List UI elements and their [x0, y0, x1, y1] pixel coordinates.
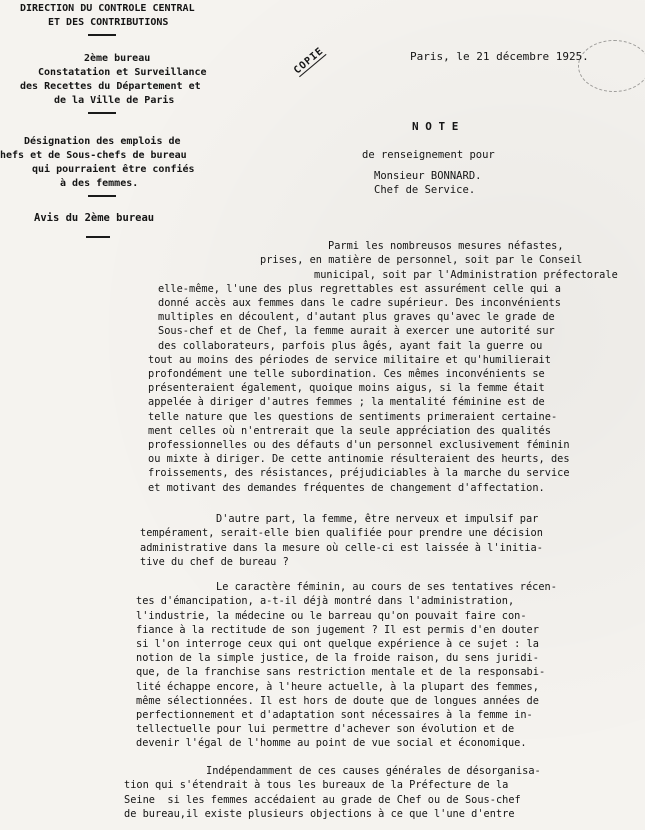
p2-line: tempérament, serait-elle bien qualifiée pour prendre une décision [140, 527, 543, 540]
p3-line: tes d'émancipation, a-t-il déjà montré dans l'administration, [136, 595, 515, 608]
p1-line: ment celles où n'entrerait que la seule appréciation des qualités [148, 424, 551, 437]
bureau-line-2: Constatation et Surveillance [38, 67, 207, 78]
designation-line-4: à des femmes. [60, 178, 139, 189]
bureau-num: 2ème [84, 53, 109, 64]
header-direction: DIRECTION DU CONTROLE CENTRAL [20, 3, 195, 14]
p4-line: Indépendamment de ces causes générales de désorganisa- [206, 765, 541, 778]
p4-line: de bureau,il existe plusieurs objections à ce que l'une d'entre [124, 807, 515, 820]
header-rule [88, 34, 116, 36]
p2-line: tive du chef de bureau ? [140, 555, 289, 568]
p1-line: Parmi les nombreusos mesures néfastes, [328, 240, 564, 253]
p4-line: Seine si les femmes accédaient au grade de Chef ou de Sous-chef [124, 793, 521, 806]
bureau-line-3: des Recettes du Département et [20, 81, 201, 92]
p2-line: D'autre part, la femme, être nerveux et impulsif par [216, 513, 539, 526]
date-line: Paris, le 21 décembre 1925. [410, 50, 589, 63]
p3-line: même sélectionnées. Il est hors de doute que de longues années de [136, 694, 539, 707]
p1-line: des collaborateurs, parfois plus âgés, ayant fait la guerre ou [158, 339, 543, 352]
bureau-rule [88, 112, 116, 114]
p1-line: multiples en découlent, d'autant plus graves qu'avec le grade de [158, 311, 555, 324]
p3-line: lité échappe encore, à l'heure actuelle, à la plupart des femmes, [136, 680, 539, 693]
p3-line: notion de la simple justice, de la froide raison, du sens juridi- [136, 652, 539, 665]
p1-line: appelée à diriger d'autres femmes ; la mentalité féminine est de [148, 396, 545, 409]
designation-line-3: qui pourraient être confiés [32, 164, 195, 175]
p1-line: municipal, soit par l'Administration préfectorale [314, 268, 618, 281]
p1-line: tout au moins des périodes de service militaire et qu'humilierait [148, 353, 551, 366]
paragraph-2 [140, 498, 543, 569]
avis-rule [86, 236, 110, 238]
designation-line-1: Désignation des emplois de [24, 136, 181, 147]
note-line-2: Monsieur BONNARD. [374, 170, 482, 182]
note-line-1: de renseignement pour [362, 149, 495, 161]
p1-line: froissements, des résistances, préjudiciables à la marche du service [148, 467, 570, 480]
p3-line: perfectionnement et d'adaptation sont nécessaires à la femme in- [136, 709, 533, 722]
p1-line: ou mixte à diriger. De cette antinomie résulteraient des heurts, des [148, 453, 570, 466]
bureau-number [84, 52, 150, 66]
designation-rule [88, 195, 116, 197]
paragraph-3 [136, 566, 557, 751]
p1-line: telle nature que les questions de sentiments primeraient certaine- [148, 410, 558, 423]
p3-line: fiance à la rectitude de son jugement ? Il est permis d'en douter [136, 623, 539, 636]
p3-line: tellectuelle pour lui permettre d'achever son évolution et de [136, 723, 515, 736]
header-contributions: ET DES CONTRIBUTIONS [48, 17, 169, 28]
p1-line: et motivant des demandes fréquentes de changement d'affectation. [148, 481, 545, 494]
bureau-word: bureau [114, 53, 151, 64]
copie-stamp: COPIE [292, 45, 326, 77]
p3-line: devenir l'égal de l'homme au point de vue social et économique. [136, 737, 527, 750]
p1-line: profondément une telle subordination. Ces mêmes inconvénients se [148, 368, 545, 381]
p4-line: tion qui s'étendrait à tous les bureaux de la Préfecture de la [124, 779, 509, 792]
p1-line: prises, en matière de personnel, soit par le Conseil [260, 254, 583, 267]
note-line-3: Chef de Service. [374, 184, 476, 196]
corner-mark [578, 40, 645, 92]
bureau-line-4: de la Ville de Paris [54, 95, 175, 106]
p1-line: professionnelles ou des défauts d'un personnel exclusivement féminin [148, 439, 570, 452]
p1-line: Sous-chef et de Chef, la femme aurait à exercer une autorité sur [158, 325, 555, 338]
p3-line: que, de la franchise sans restriction mentale et de la responsabi- [136, 666, 546, 679]
p3-line: Le caractère féminin, au cours de ses tentatives récen- [216, 581, 557, 594]
p3-line: si l'on interroge ceux qui ont quelque expérience à ce sujet : la [136, 638, 539, 651]
designation-line-2: hefs et de Sous-chefs de bureau [0, 150, 187, 161]
p2-line: administrative dans la mesure où celle-ci est laissée à l'initia- [140, 541, 543, 554]
p1-line: elle-même, l'une des plus regrettables est assurément celle qui a [158, 282, 561, 295]
p1-line: présenteraient également, quoique moins aigus, si la femme était [148, 382, 545, 395]
note-title: N O T E [412, 120, 459, 133]
paragraph-1 [118, 225, 618, 495]
p1-line: donné accès aux femmes dans le cadre supérieur. Des inconvénients [158, 297, 561, 310]
paragraph-4 [124, 750, 541, 821]
avis-heading: Avis du 2ème bureau [34, 212, 155, 224]
p3-line: l'industrie, la médecine ou le barreau qu'on pouvait faire con- [136, 609, 527, 622]
